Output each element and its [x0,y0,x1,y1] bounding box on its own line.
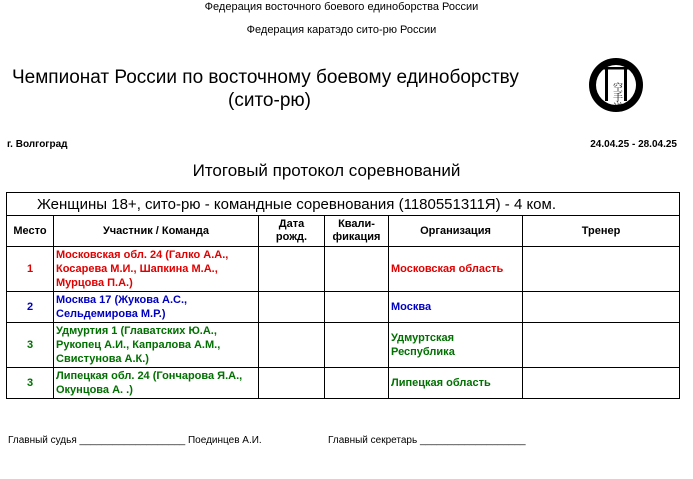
col-participant: Участник / Команда [54,216,259,247]
birth-cell [259,247,325,292]
place-cell: 3 [7,323,54,368]
chief-judge-signature: Главный судья ___________________ Поединцев А.И. [8,435,262,446]
place-cell: 2 [7,292,54,323]
protocol-title: Итоговый протокол соревнований [192,161,461,180]
organization-cell: Липецкая область [389,368,523,399]
participant-cell: Удмуртия 1 (Главатских Ю.А., Рукопец А.И., Капралова А.М., Свистунова А.К.) [54,323,259,368]
coach-cell [523,247,680,292]
place-cell: 3 [7,368,54,399]
header-row [7,216,680,247]
col-birth-line1: Дата [278,218,305,230]
col-birth [259,216,325,247]
results-table [6,192,680,399]
coach-cell [523,292,680,323]
federation-name-karate: Федерация каратэдо сито-рю России [246,24,437,36]
category-title: Женщины 18+, сито-рю - командные соревнования (1180551311Я) - 4 ком. [7,193,680,216]
chief-secretary-signature: Главный секретарь ___________________ [328,435,526,446]
birth-cell [259,368,325,399]
championship-title [12,66,532,112]
federation-name: Федерация восточного боевого единоборства России [204,1,479,13]
col-birth-line2: рожд. [275,231,308,243]
organization-cell: Московская область [389,247,523,292]
title-line-1: Чемпионат России по восточному боевому единоборству [12,67,519,88]
col-coach: Тренер [523,216,680,247]
organization-cell: Москва [389,292,523,323]
participant-cell: Липецкая обл. 24 (Гончарова Я.А., Окунцова А. .) [54,368,259,399]
col-organization: Организация [389,216,523,247]
coach-cell [523,323,680,368]
table-row [7,368,680,399]
col-qual-line1: Квали- [338,218,375,230]
logo-emblem [585,57,647,113]
competition-dates: 24.04.25 - 28.04.25 [590,139,677,150]
shito-ryu-logo [585,57,647,113]
participant-cell: Московская обл. 24 (Галко А.А., Косарева М.И., Шапкина М.А., Мурцова П.А.) [54,247,259,292]
table-row [7,323,680,368]
col-qual-line2: фикация [332,231,381,243]
coach-cell [523,368,680,399]
participant-cell: Москва 17 (Жукова А.С., Сельдемирова М.Р.) [54,292,259,323]
qualification-cell [325,368,389,399]
city: г. Волгоград [7,139,68,150]
birth-cell [259,323,325,368]
category-row [7,193,680,216]
title-line-2: (сито-рю) [228,90,311,111]
qualification-cell [325,247,389,292]
place-cell: 1 [7,247,54,292]
col-place: Место [7,216,54,247]
logo-lettering: 空手道 [610,82,622,112]
organization-cell: Удмуртская Республика [389,323,523,368]
qualification-cell [325,323,389,368]
table-row [7,247,680,292]
table-row [7,292,680,323]
birth-cell [259,292,325,323]
col-qualification [325,216,389,247]
qualification-cell [325,292,389,323]
